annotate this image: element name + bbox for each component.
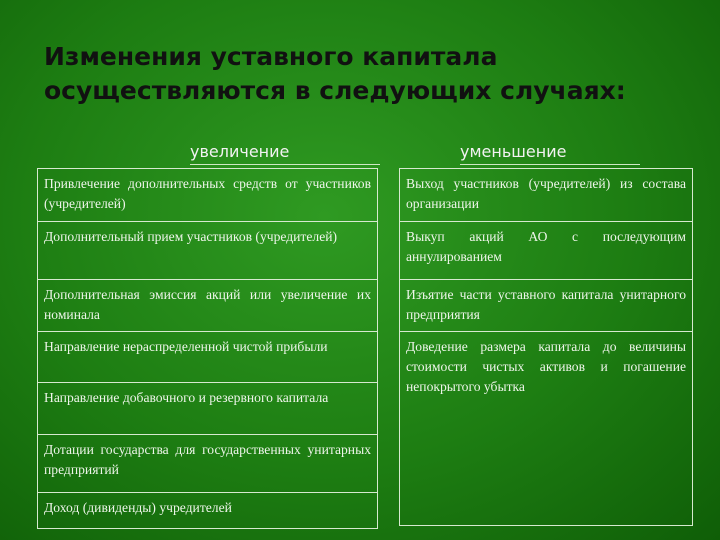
decrease-item: Выкуп акций АО с последующим аннулированием — [399, 221, 693, 280]
decrease-item: Доведение размера капитала до величины стоимости чистых активов и погашение непокрытого убытка — [399, 331, 693, 526]
increase-item: Доход (дивиденды) учредителей — [37, 492, 378, 529]
increase-item: Дополнительный прием участников (учредителей) — [37, 221, 378, 280]
slide-title — [44, 40, 694, 108]
increase-item: Привлечение дополнительных средств от участников (учредителей) — [37, 168, 378, 222]
increase-header: увеличение — [190, 142, 380, 165]
increase-item: Направление нераспределенной чистой прибыли — [37, 331, 378, 383]
decrease-item: Выход участников (учредителей) из состава организации — [399, 168, 693, 222]
title-line-1: Изменения уставного капитала — [44, 42, 498, 71]
increase-item: Дотации государства для государственных унитарных предприятий — [37, 434, 378, 493]
decrease-list — [399, 168, 693, 526]
increase-list — [37, 168, 378, 529]
increase-item: Дополнительная эмиссия акций или увеличение их номинала — [37, 279, 378, 332]
decrease-item: Изъятие части уставного капитала унитарного предприятия — [399, 279, 693, 332]
increase-item: Направление добавочного и резервного капитала — [37, 382, 378, 435]
decrease-header: уменьшение — [460, 142, 640, 165]
title-line-2: осуществляются в следующих случаях: — [44, 76, 626, 105]
